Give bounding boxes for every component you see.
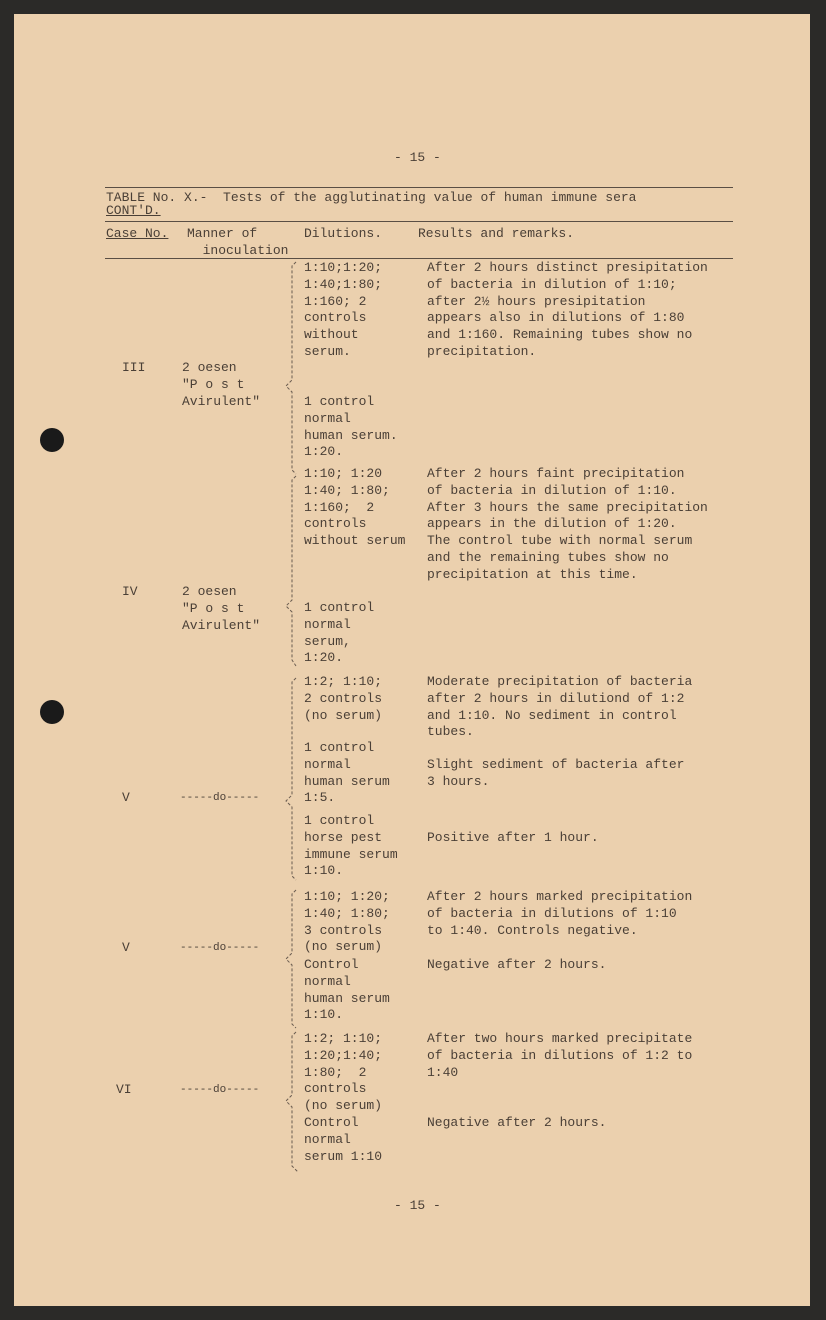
dilution: 1:2; 1:10; 2 controls (no serum) <box>304 674 383 723</box>
dilution: 1 control normal serum, 1:20. <box>304 600 375 666</box>
page-number-top: - 15 - <box>394 150 441 165</box>
result: Moderate precipitation of bacteria after 2 hours in dilutiond of 1:2 and 1:10. No sediment in control tubes. <box>427 674 693 740</box>
dilution: 1:2; 1:10; 1:20;1:40; 1:80; 2 controls (no serum) <box>304 1031 383 1114</box>
dilution: 1:10;1:20; 1:40;1:80; 1:160; 2 controls without serum. <box>304 260 383 359</box>
manner: 2 oesen "P o s t Avirulent" <box>182 584 261 633</box>
dilution: 1 control normal human serum. 1:20. <box>304 394 398 460</box>
result: Negative after 2 hours. <box>427 1115 607 1130</box>
result: After two hours marked precipitate of bacteria in dilutions of 1:2 to 1:40 <box>427 1031 693 1080</box>
dilution: 1:10; 1:20 1:40; 1:80; 1:160; 2 controls without serum <box>304 466 406 549</box>
result: After 2 hours marked precipitation of bacteria in dilutions of 1:10 to 1:40. Controls negative. <box>427 889 693 938</box>
header-results: Results and remarks. <box>418 226 575 241</box>
brace <box>286 1032 298 1172</box>
case-number: VI <box>116 1082 132 1097</box>
manner: 2 oesen "P o s t Avirulent" <box>182 360 261 409</box>
table-title: TABLE No. X.- Tests of the agglutinating value of human immune sera <box>106 190 637 205</box>
dilution: Control normal human serum 1:10. <box>304 957 390 1023</box>
case-number: IV <box>122 584 138 599</box>
brace <box>286 678 296 880</box>
dilution: 1 control normal human serum 1:5. <box>304 740 390 806</box>
dilution: 1 control horse pest immune serum 1:10. <box>304 813 398 879</box>
manner: -----do----- <box>180 792 260 804</box>
case-number: III <box>122 360 146 375</box>
header-dilutions: Dilutions. <box>304 226 383 241</box>
manner: -----do----- <box>180 942 260 954</box>
dilution: 1:10; 1:20; 1:40; 1:80; 3 controls (no serum) <box>304 889 390 955</box>
manner: -----do----- <box>180 1084 260 1096</box>
header-case: Case No. <box>106 226 169 241</box>
result: Positive after 1 hour. <box>427 830 599 845</box>
page-number-bottom: - 15 - <box>394 1198 441 1213</box>
brace <box>286 262 296 474</box>
result: Slight sediment of bacteria after 3 hours. <box>427 757 685 789</box>
result: Negative after 2 hours. <box>427 957 607 972</box>
header-manner: Manner of inoculation <box>187 226 289 258</box>
table-title-cont: CONT'D. <box>106 203 161 218</box>
dilution: Control normal serum 1:10 <box>304 1115 383 1164</box>
result: After 2 hours distinct presipitation of bacteria in dilution of 1:10; after 2½ hours presipitation appears also in dilutions of 1:80 and 1:160. Remaining tubes show no precipitation. <box>427 260 708 359</box>
result: After 2 hours faint precipitation of bacteria in dilution of 1:10. After 3 hours the same precipitation appears in the dilution of 1:20. The control tube with normal serum and the remaining tubes show no precipitation at this time. <box>427 466 708 582</box>
case-number: V <box>122 790 130 805</box>
brace <box>286 890 296 1028</box>
case-number: V <box>122 940 130 955</box>
brace <box>286 476 296 666</box>
